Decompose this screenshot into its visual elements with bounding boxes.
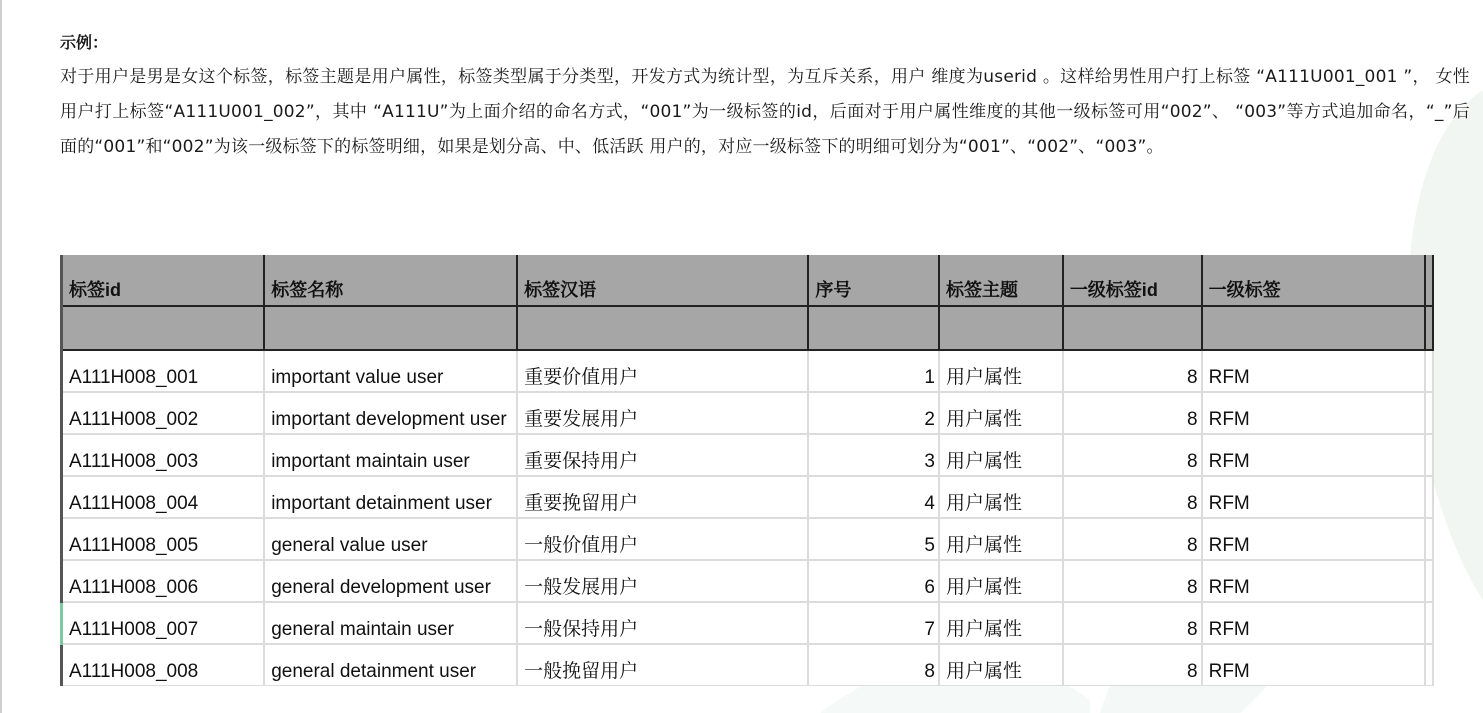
header-tag-theme: 标签主题 [939,255,1063,306]
cell-cut-column [1425,644,1433,686]
cell-level1-tag: RFM [1202,350,1425,392]
cell-cut-column [1425,560,1433,602]
cell-level1-tag: RFM [1202,434,1425,476]
cell-tag-theme: 用户属性 [939,560,1063,602]
cell-seq: 8 [808,644,939,686]
cell-cut-column [1425,392,1433,434]
table-row [62,350,1434,392]
table-row [62,644,1434,686]
cell-tag-chinese: 一般价值用户 [517,518,808,560]
cell-tag-id: A111H008_004 [62,476,265,518]
cell-level1-id: 8 [1063,644,1202,686]
header-level1-id: 一级标签id [1063,255,1202,306]
cell-tag-name: general development user [264,560,517,602]
cell-tag-id: A111H008_007 [62,602,265,644]
cell-seq: 6 [808,560,939,602]
table-row [62,434,1434,476]
cell-level1-id: 8 [1063,518,1202,560]
cell-cut-column [1425,518,1433,560]
cell-tag-theme: 用户属性 [939,644,1063,686]
spreadsheet-screenshot [60,255,1434,686]
cell-tag-id: A111H008_002 [62,392,265,434]
cell-tag-name: general detainment user [264,644,517,686]
table-row [62,476,1434,518]
header-cut-column [1425,255,1433,306]
cell-tag-name: important detainment user [264,476,517,518]
cell-seq: 1 [808,350,939,392]
cell-tag-name: general value user [264,518,517,560]
cell-tag-name: important value user [264,350,517,392]
header-seq: 序号 [808,255,939,306]
cell-tag-name: important maintain user [264,434,517,476]
cell-cut-column [1425,434,1433,476]
example-paragraph: 对于用户是男是女这个标签，标签主题是用户属性，标签类型属于分类型，开发方式为统计型，为互斥关系，用户 维度为userid 。这样给男性用户打上标签 “A111U001_001 ”， 女性用户打上标签“A111U001_002”，其中 “A111U”为上面介绍的命名方式，“001”为一级标签的id，后面对于用户属性维度的其他一级标签可用“002”、 “003”等方式追加命名，“_”后面的“001”和“002”为该一级标签下的标签明细，如果是划分高、中、低活跃 用户的，对应一级标签下的明细可划分为“001”、“002”、“003”。 [60,67,1470,157]
table-row [62,518,1434,560]
example-heading: 示例： [60,33,109,52]
cell-level1-id: 8 [1063,350,1202,392]
cell-level1-tag: RFM [1202,476,1425,518]
cell-tag-chinese: 一般发展用户 [517,560,808,602]
cell-tag-theme: 用户属性 [939,350,1063,392]
cell-level1-id: 8 [1063,476,1202,518]
cell-tag-theme: 用户属性 [939,392,1063,434]
cell-seq: 3 [808,434,939,476]
cell-level1-tag: RFM [1202,602,1425,644]
cell-seq: 2 [808,392,939,434]
header-tag-chinese: 标签汉语 [517,255,808,306]
cell-tag-theme: 用户属性 [939,434,1063,476]
cell-tag-chinese: 一般挽留用户 [517,644,808,686]
cell-cut-column [1425,602,1433,644]
cell-seq: 5 [808,518,939,560]
tag-table [60,255,1434,686]
cell-level1-tag: RFM [1202,644,1425,686]
cell-level1-tag: RFM [1202,560,1425,602]
cell-tag-chinese: 重要挽留用户 [517,476,808,518]
cell-tag-chinese: 重要保持用户 [517,434,808,476]
document-body [60,30,1470,165]
cell-tag-id: A111H008_003 [62,434,265,476]
cell-seq: 7 [808,602,939,644]
cell-level1-id: 8 [1063,392,1202,434]
header-tag-name: 标签名称 [264,255,517,306]
cell-tag-id: A111H008_008 [62,644,265,686]
cell-tag-id: A111H008_005 [62,518,265,560]
header-blank-row [62,306,1434,350]
cell-tag-id: A111H008_006 [62,560,265,602]
cell-tag-chinese: 重要价值用户 [517,350,808,392]
cell-cut-column [1425,476,1433,518]
table-header-row [62,255,1434,306]
cell-tag-theme: 用户属性 [939,518,1063,560]
cell-level1-id: 8 [1063,560,1202,602]
cell-level1-id: 8 [1063,434,1202,476]
cell-tag-chinese: 重要发展用户 [517,392,808,434]
cell-level1-tag: RFM [1202,392,1425,434]
table-row [62,560,1434,602]
cell-tag-name: general maintain user [264,602,517,644]
cell-tag-id: A111H008_001 [62,350,265,392]
cell-cut-column [1425,350,1433,392]
header-level1-tag: 一级标签 [1202,255,1425,306]
table-row [62,602,1434,644]
header-tag-id: 标签id [62,255,265,306]
cell-tag-name: important development user [264,392,517,434]
cell-tag-theme: 用户属性 [939,602,1063,644]
table-row [62,392,1434,434]
cell-tag-chinese: 一般保持用户 [517,602,808,644]
cell-tag-theme: 用户属性 [939,476,1063,518]
cell-seq: 4 [808,476,939,518]
cell-level1-tag: RFM [1202,518,1425,560]
cell-level1-id: 8 [1063,602,1202,644]
